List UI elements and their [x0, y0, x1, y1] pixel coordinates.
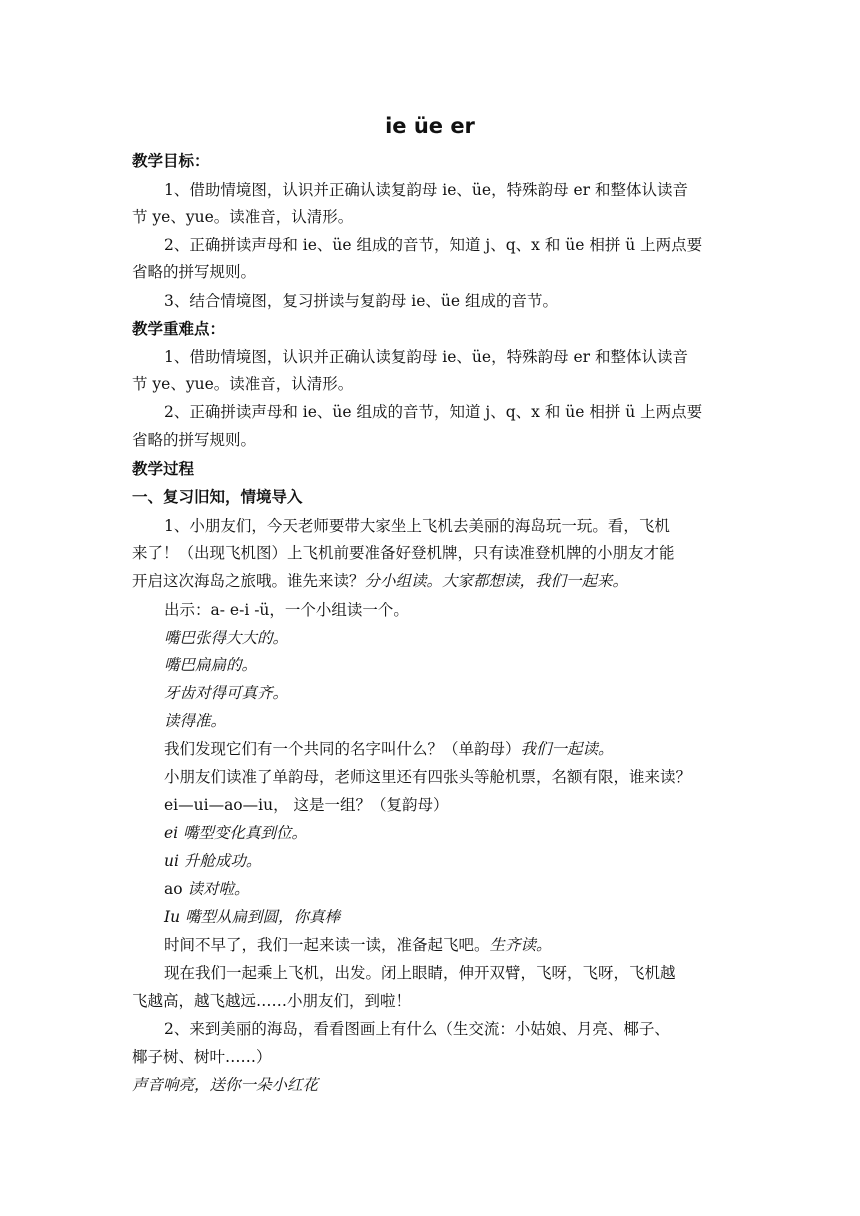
text-segment: 2、来到美丽的海岛，看看图画上有什么（生交流：小姑娘、月亮、椰子、 — [164, 1020, 670, 1038]
text-segment: ao — [164, 880, 188, 898]
text-line — [164, 906, 732, 928]
text-segment: 省略的拼写规则。 — [132, 431, 257, 449]
text-line — [164, 654, 732, 676]
text-line — [132, 542, 732, 564]
text-line — [132, 990, 732, 1012]
text-segment: 飞越高，越飞越远……小朋友们，到啦！ — [132, 992, 412, 1010]
text-segment: 3、结合情境图，复习拼读与复韵母 ie、üe 组成的音节。 — [164, 292, 559, 310]
text-line — [132, 206, 732, 228]
text-line — [164, 878, 732, 900]
text-line — [164, 738, 732, 760]
text-line — [164, 234, 732, 256]
text-segment: 1、小朋友们，今天老师要带大家坐上飞机去美丽的海岛玩一玩。看，飞机 — [164, 517, 670, 535]
text-segment: 小朋友们读准了单韵母，老师这里还有四张头等舱机票，名额有限，谁来读？ — [164, 768, 692, 786]
italic-segment: 我们一起读。 — [520, 740, 614, 758]
text-line — [164, 179, 732, 201]
text-line — [164, 682, 732, 704]
text-segment: 教学重难点： — [132, 319, 226, 338]
text-line — [132, 373, 732, 395]
text-segment: 教学过程 — [132, 459, 195, 478]
text-line — [164, 627, 732, 649]
text-segment: ei 嘴型变化真到位。 — [164, 824, 308, 842]
text-segment: 现在我们一起乘上飞机，出发。闭上眼睛，伸开双臂，飞呀，飞呀，飞机越 — [164, 964, 676, 982]
italic-segment: 分小组读。大家都想读，我们一起来。 — [364, 572, 629, 590]
text-line — [164, 850, 732, 872]
text-segment: 时间不早了，我们一起来读一读，准备起飞吧。 — [164, 936, 490, 954]
text-segment: 嘴巴张得大大的。 — [164, 629, 289, 647]
text-segment: 一、复习旧知，情境导入 — [132, 487, 303, 506]
text-line — [132, 150, 732, 172]
italic-segment: 读对啦。 — [187, 880, 250, 898]
text-line — [164, 822, 732, 844]
text-line — [132, 429, 732, 451]
text-segment: 读得准。 — [164, 712, 227, 730]
text-segment: 省略的拼写规则。 — [132, 263, 257, 281]
text-line — [132, 318, 732, 340]
text-segment: 开启这次海岛之旅哦。谁先来读？ — [132, 572, 365, 590]
text-line — [132, 1046, 732, 1068]
text-line — [164, 962, 732, 984]
text-segment: 嘴巴扁扁的。 — [164, 656, 258, 674]
page-title: ie üe er — [385, 114, 475, 138]
text-line — [164, 599, 732, 621]
text-segment: 出示：a- e-i -ü，一个小组读一个。 — [164, 601, 409, 619]
text-line — [132, 261, 732, 283]
text-line — [132, 458, 732, 480]
text-line — [132, 570, 732, 592]
text-line — [132, 486, 732, 508]
text-segment: 节 ye、yue。读准音，认清形。 — [132, 375, 354, 393]
text-segment: 牙齿对得可真齐。 — [164, 684, 289, 702]
text-segment: Iu 嘴型从扁到圆，你真棒 — [164, 908, 341, 926]
text-segment: 来了！（出现飞机图）上飞机前要准备好登机牌，只有读准登机牌的小朋友才能 — [132, 544, 675, 562]
text-segment: 我们发现它们有一个共同的名字叫什么？（单韵母） — [164, 740, 521, 758]
text-segment: 1、借助情境图，认识并正确认读复韵母 ie、üe，特殊韵母 er 和整体认读音 — [164, 348, 689, 366]
text-line — [164, 1018, 732, 1040]
text-line — [164, 346, 732, 368]
text-line — [164, 515, 732, 537]
text-segment: 2、正确拼读声母和 ie、üe 组成的音节，知道 j、q、x 和 üe 相拼 ü 上两点要 — [164, 236, 703, 254]
text-segment: 节 ye、yue。读准音，认清形。 — [132, 208, 354, 226]
text-segment: ei—ui—ao—iu， 这是一组？（复韵母） — [164, 796, 449, 814]
text-segment: ui 升舱成功。 — [164, 852, 262, 870]
text-line — [164, 794, 732, 816]
text-segment: 教学目标： — [132, 151, 210, 170]
text-line — [132, 1074, 732, 1096]
text-line — [164, 290, 732, 312]
text-line — [164, 934, 732, 956]
text-segment: 2、正确拼读声母和 ie、üe 组成的音节，知道 j、q、x 和 üe 相拼 ü 上两点要 — [164, 403, 703, 421]
text-segment: 1、借助情境图，认识并正确认读复韵母 ie、üe，特殊韵母 er 和整体认读音 — [164, 181, 689, 199]
text-line — [164, 766, 732, 788]
text-line — [164, 401, 732, 423]
italic-segment: 生齐读。 — [489, 936, 552, 954]
text-segment: 声音响亮，送你一朵小红花 — [132, 1076, 319, 1094]
text-segment: 椰子树、树叶……） — [132, 1048, 272, 1066]
text-line — [164, 710, 732, 732]
